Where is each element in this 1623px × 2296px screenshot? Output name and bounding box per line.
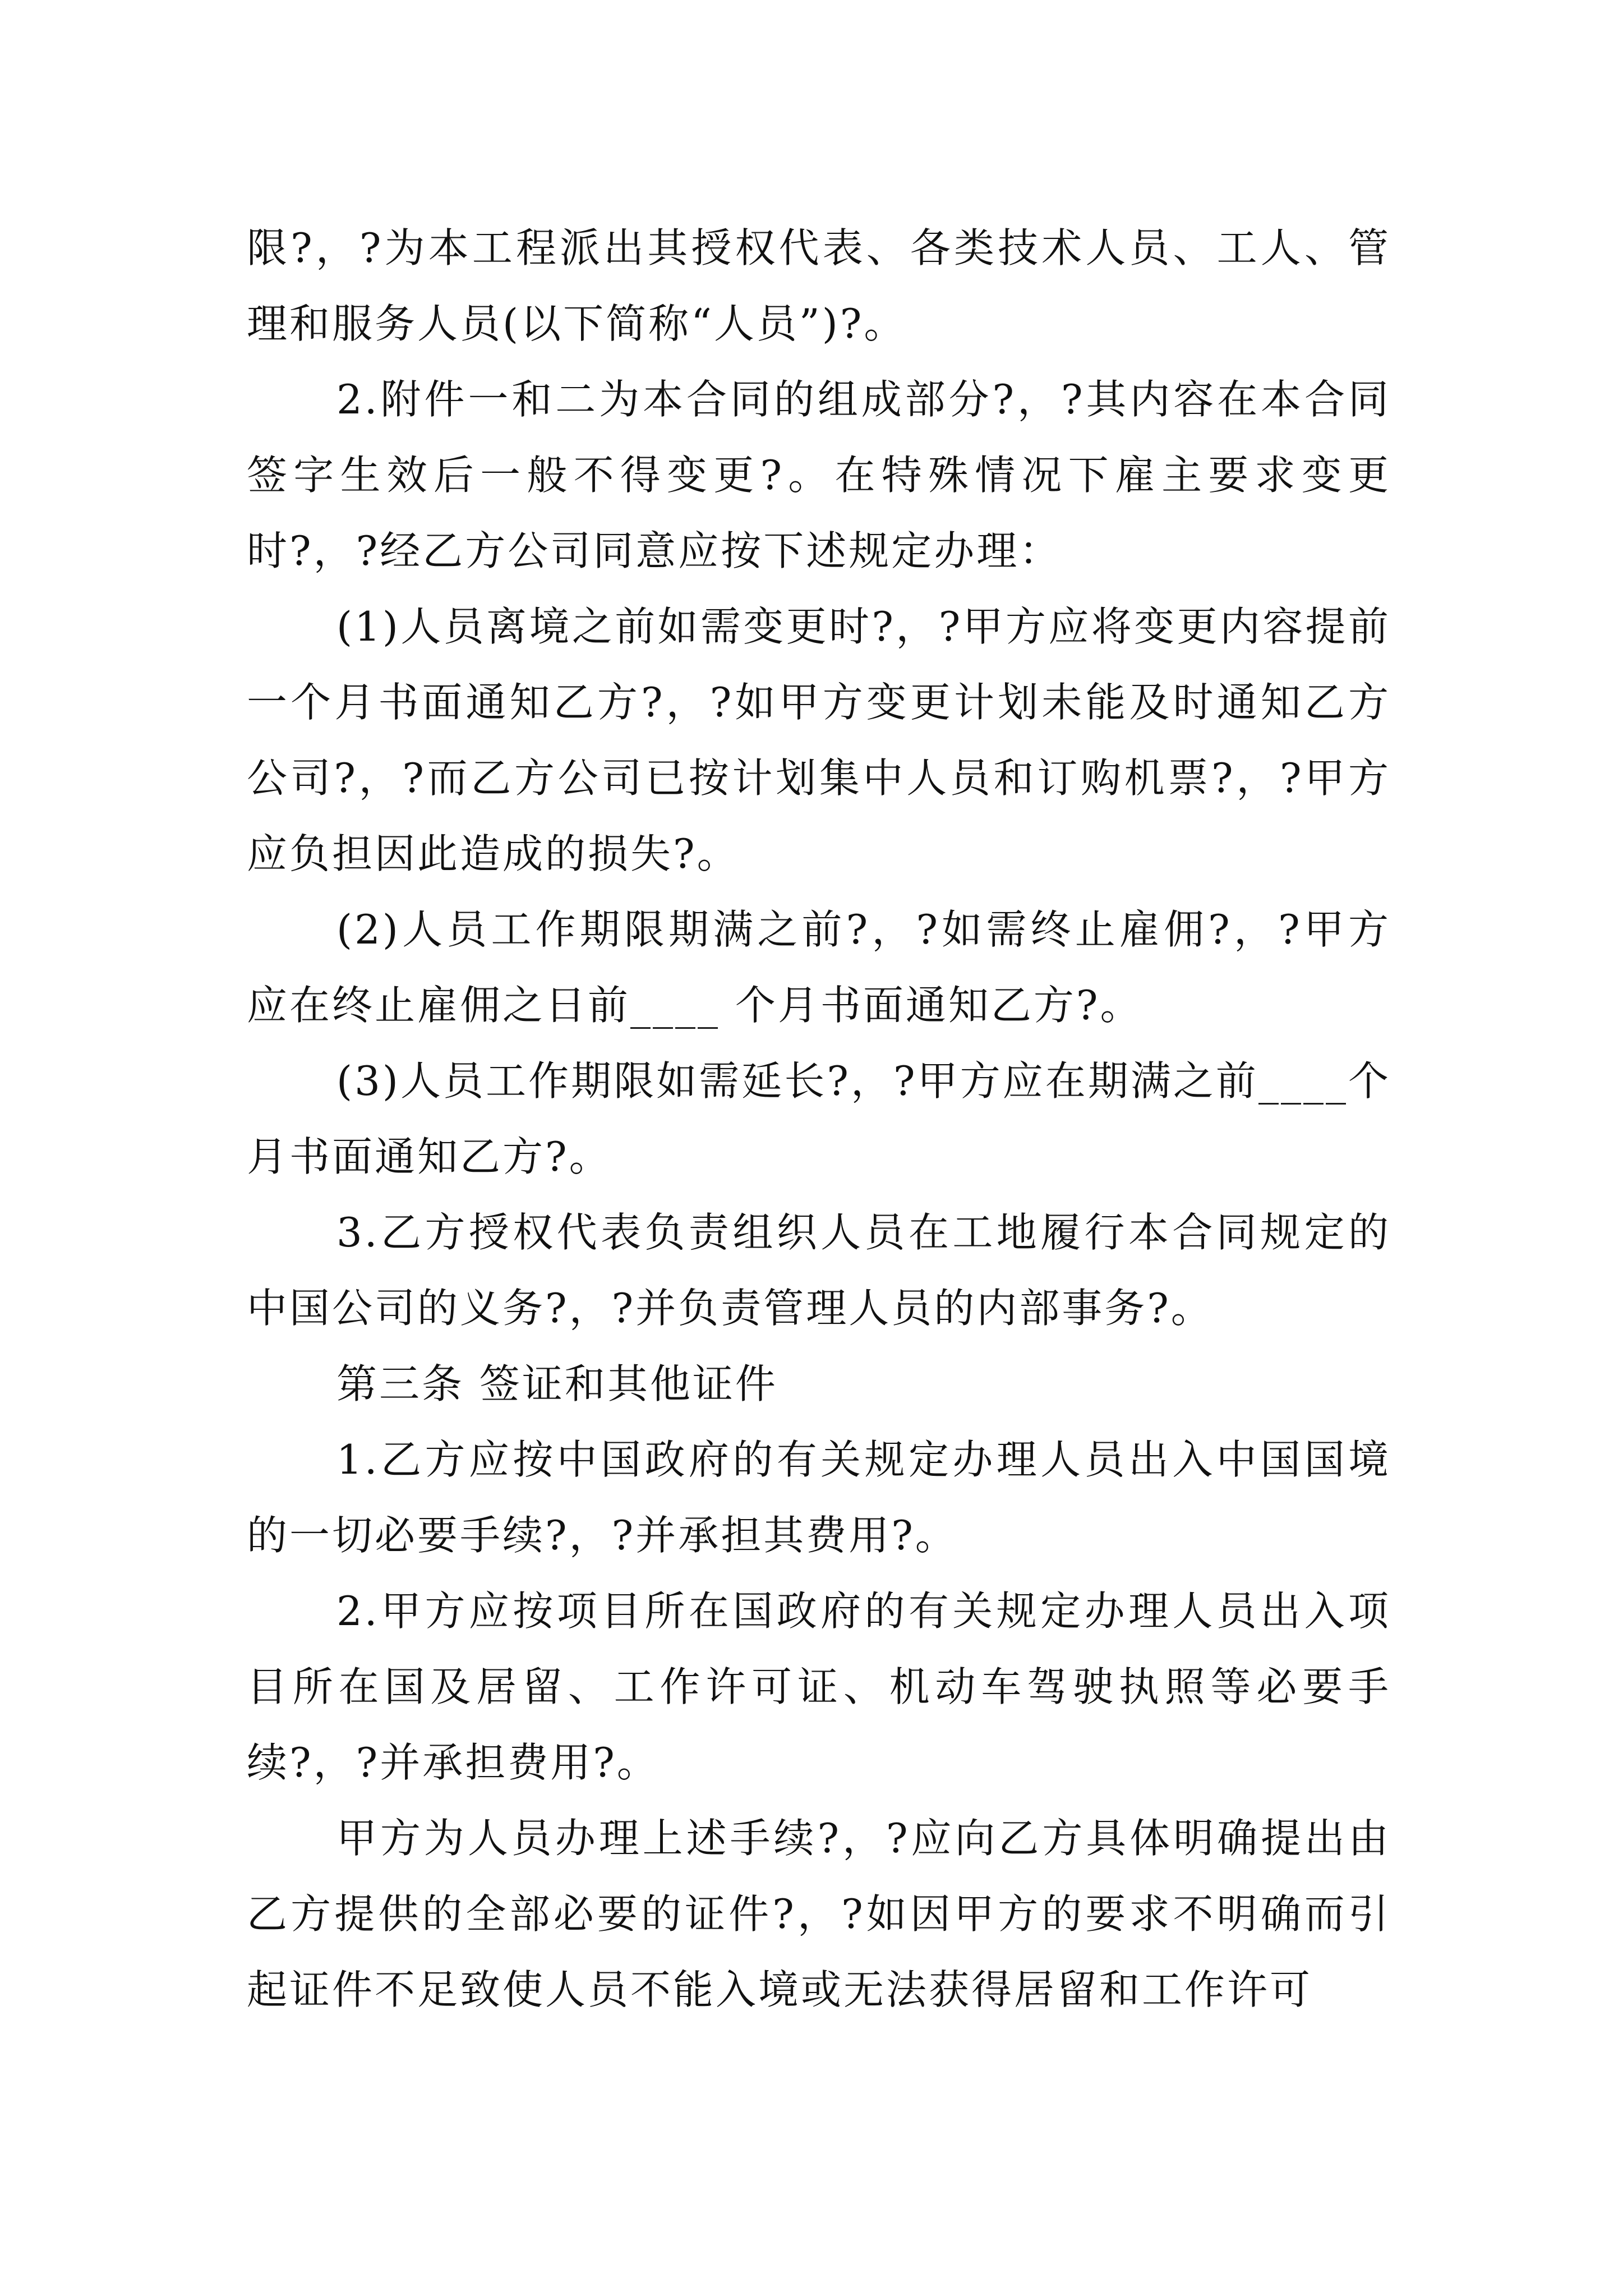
- section-heading-article-3: 第三条 签证和其他证件: [336, 1360, 778, 1407]
- paragraph-p6: 3.乙方授权代表负责组织人员在工地履行本合同规定的中国公司的义务?，?并负责管理人员的内部事务?。: [247, 1209, 1391, 1332]
- paragraph-p3: (1)人员离境之前如需变更时?，?甲方应将变更内容提前一个月书面通知乙方?，?如甲方变更计划未能及时通知乙方公司?，?而乙方公司已按计划集中人员和订购机票?，?甲方应负担因此造成的损失?。: [247, 603, 1391, 877]
- paragraph-p8: 1.乙方应按中国政府的有关规定办理人员出入中国国境的一切必要手续?，?并承担其费用?。: [247, 1436, 1391, 1559]
- paragraph-p1: 限?，?为本工程派出其授权代表、各类技术人员、工人、管理和服务人员(以下简称“人员”)?。: [247, 224, 1391, 347]
- paragraph-p2: 2.附件一和二为本合同的组成部分?，?其内容在本合同签字生效后一般不得变更?。在特殊情况下雇主要求变更时?，?经乙方公司同意应按下述规定办理：: [247, 376, 1391, 574]
- paragraph-p5: (3)人员工作期限如需延长?，?甲方应在期满之前____个月书面通知乙方?。: [247, 1057, 1391, 1180]
- paragraph-p10: 甲方为人员办理上述手续?，?应向乙方具体明确提出由乙方提供的全部必要的证件?，?如因甲方的要求不明确而引起证件不足致使人员不能入境或无法获得居留和工作许可: [247, 1815, 1391, 2013]
- document-body: [247, 210, 1391, 2028]
- paragraph-p4: (2)人员工作期限期满之前?，?如需终止雇佣?，?甲方应在终止雇佣之日前____ 个月书面通知乙方?。: [247, 906, 1391, 1029]
- paragraph-p9: 2.甲方应按项目所在国政府的有关规定办理人员出入项目所在国及居留、工作许可证、机动车驾驶执照等必要手续?，?并承担费用?。: [247, 1588, 1391, 1786]
